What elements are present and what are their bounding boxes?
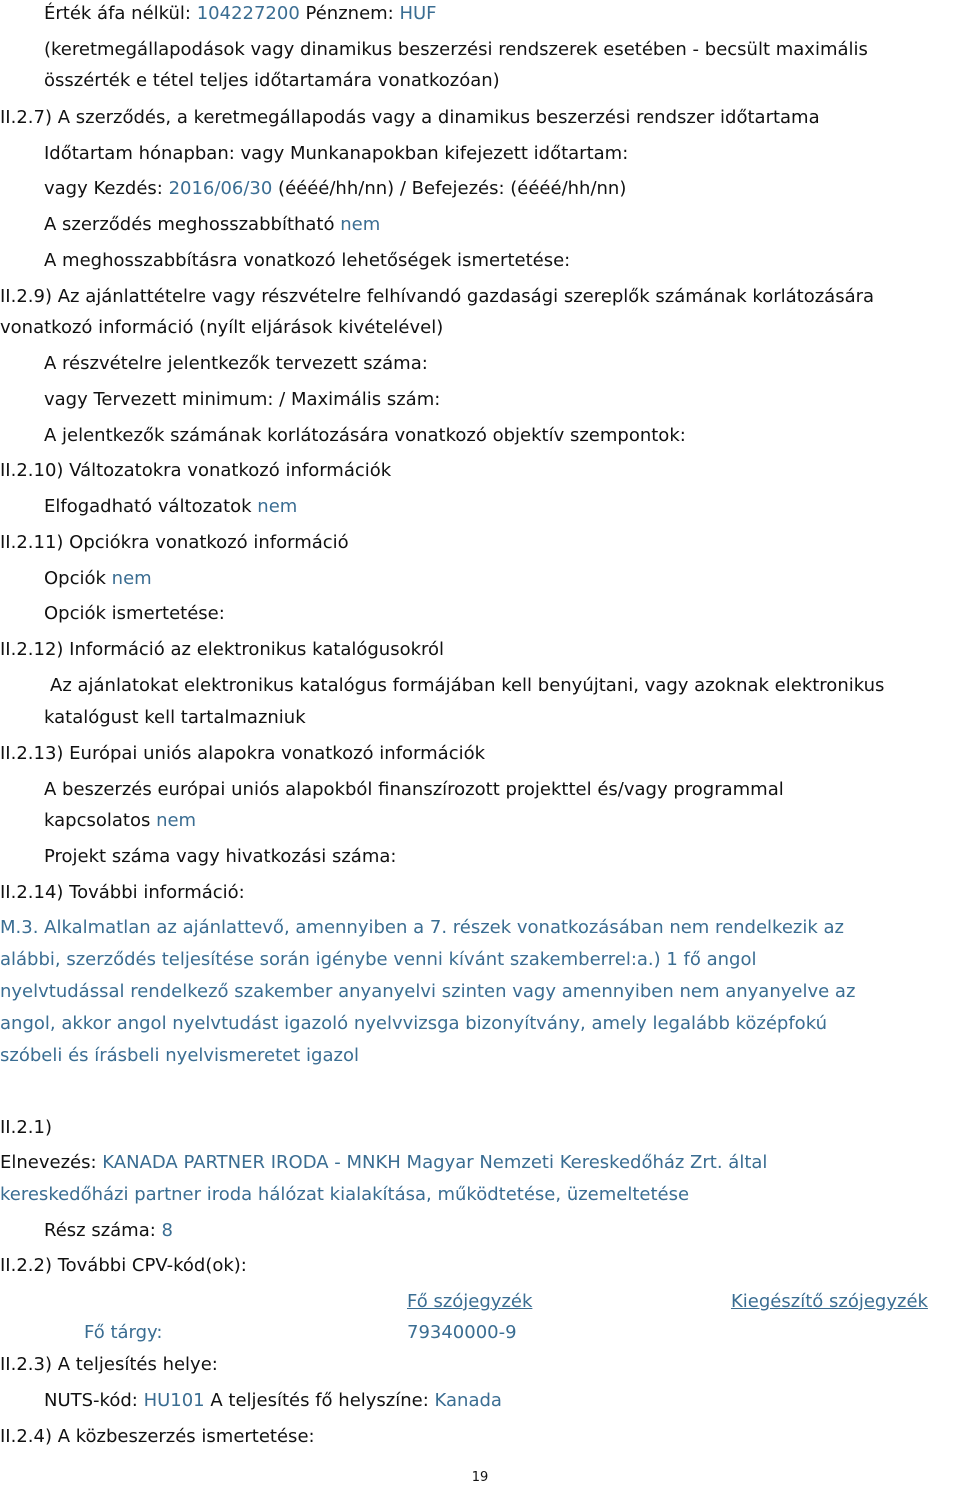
value-line: Érték áfa nélkül: 104227200 Pénznem: HUF bbox=[44, 3, 437, 24]
cpv-main-vocabulary-header: Fő szójegyzék bbox=[407, 1291, 533, 1312]
text-line: összérték e tétel teljes időtartamára vonatkozóan) bbox=[44, 70, 500, 91]
section-heading: II.2.7) A szerződés, a keretmegállapodás vagy a dinamikus beszerzési rendszer időtartama bbox=[0, 107, 820, 128]
text-line: Időtartam hónapban: vagy Munkanapokban kifejezett időtartam: bbox=[44, 143, 629, 164]
section-heading: II.2.13) Európai uniós alapokra vonatkozó információk bbox=[0, 743, 486, 764]
text-line: A jelentkezők számának korlátozására vonatkozó objektív szempontok: bbox=[44, 425, 686, 446]
section-heading: II.2.2) További CPV-kód(ok): bbox=[0, 1255, 247, 1276]
text-line: NUTS-kód: HU101 A teljesítés fő helyszíne: Kanada bbox=[44, 1390, 502, 1411]
section-heading: II.2.4) A közbeszerzés ismertetése: bbox=[0, 1426, 315, 1447]
text-line: (keretmegállapodások vagy dinamikus beszerzési rendszerek esetében - becsült maximális bbox=[44, 39, 868, 60]
info-line: angol, akkor angol nyelvtudást igazoló nyelvvizsga bizonyítvány, amely legalább középfokú bbox=[0, 1013, 827, 1034]
text-line: Rész száma: 8 bbox=[44, 1220, 173, 1241]
section-heading: II.2.10) Változatokra vonatkozó információk bbox=[0, 460, 392, 481]
cpv-main-object-label: Fő tárgy: bbox=[84, 1322, 163, 1343]
text-line: katalógust kell tartalmazniuk bbox=[44, 707, 306, 728]
text-line: A meghosszabbításra vonatkozó lehetőségek ismertetése: bbox=[44, 250, 571, 271]
text-line: kapcsolatos nem bbox=[44, 810, 197, 831]
text-line: vagy Kezdés: 2016/06/30 (éééé/hh/nn) / Befejezés: (éééé/hh/nn) bbox=[44, 178, 627, 199]
title-line: Elnevezés: KANADA PARTNER IRODA - MNKH Magyar Nemzeti Kereskedőház Zrt. által bbox=[0, 1152, 768, 1173]
cpv-main-object-code: 79340000-9 bbox=[407, 1322, 517, 1343]
text-line: vonatkozó információ (nyílt eljárások kivételével) bbox=[0, 317, 444, 338]
info-line: szóbeli és írásbeli nyelvismeretet igazol bbox=[0, 1045, 359, 1066]
section-heading: II.2.11) Opciókra vonatkozó információ bbox=[0, 532, 349, 553]
text-line: vagy Tervezett minimum: / Maximális szám: bbox=[44, 389, 441, 410]
section-heading: II.2.3) A teljesítés helye: bbox=[0, 1354, 218, 1375]
section-heading: II.2.1) bbox=[0, 1117, 52, 1138]
cpv-supplementary-vocabulary-header: Kiegészítő szójegyzék bbox=[731, 1291, 928, 1312]
info-line: M.3. Alkalmatlan az ajánlattevő, amennyiben a 7. részek vonatkozásában nem rendelkezik az bbox=[0, 917, 844, 938]
text-line: A beszerzés európai uniós alapokból finanszírozott projekttel és/vagy programmal bbox=[44, 779, 784, 800]
section-heading: II.2.14) További információ: bbox=[0, 882, 245, 903]
text-line: A részvételre jelentkezők tervezett száma: bbox=[44, 353, 428, 374]
info-line: alábbi, szerződés teljesítése során igénybe venni kívánt szakemberrel:a.) 1 fő angol bbox=[0, 949, 757, 970]
section-heading: II.2.9) Az ajánlattételre vagy részvételre felhívandó gazdasági szereplők számának korlátozására bbox=[0, 286, 875, 307]
text-line: Projekt száma vagy hivatkozási száma: bbox=[44, 846, 397, 867]
section-heading: II.2.12) Információ az elektronikus katalógusokról bbox=[0, 639, 445, 660]
title-line: kereskedőházi partner iroda hálózat kialakítása, működtetése, üzemeltetése bbox=[0, 1184, 690, 1205]
text-line: Az ajánlatokat elektronikus katalógus formájában kell benyújtani, vagy azoknak elektronikus bbox=[50, 675, 885, 696]
text-line: Elfogadható változatok nem bbox=[44, 496, 298, 517]
text-line: Opciók ismertetése: bbox=[44, 603, 225, 624]
text-line: Opciók nem bbox=[44, 568, 152, 589]
text-line: A szerződés meghosszabbítható nem bbox=[44, 214, 381, 235]
info-line: nyelvtudással rendelkező szakember anyanyelvi szinten vagy amennyiben nem anyanyelve az bbox=[0, 981, 856, 1002]
page-number: 19 bbox=[471, 1470, 489, 1485]
